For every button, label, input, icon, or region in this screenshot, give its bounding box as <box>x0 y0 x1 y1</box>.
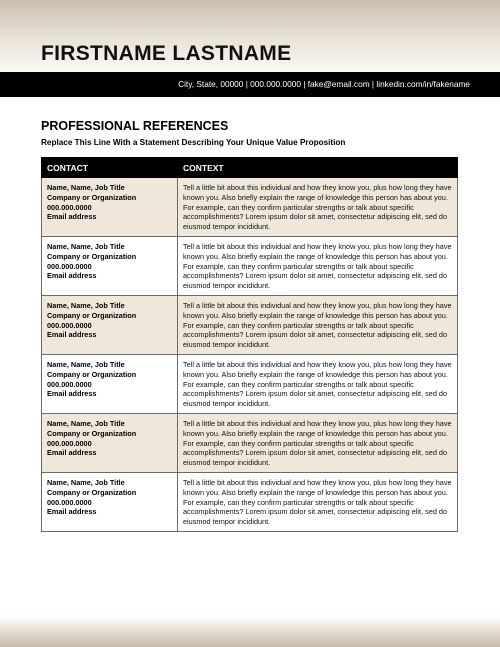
contact-info: City, State, 00000 | 000.000.0000 | fake@email.com | linkedin.com/in/fakename <box>178 79 470 89</box>
context-text: Tell a little bit about this individual and how they know you, plus how long they have known you. Also briefly explain the range of knowledge this person has about you. For example, can they confirm particular strengths or talk about specific accomplishments? Lorem ipsum dolor sit amet, consectetur adipiscing elit, sed do eiusmod tempor incididunt. <box>183 360 452 409</box>
contact-detail: Company or Organization <box>47 251 137 261</box>
contact-detail: Name, Name, Job Title <box>47 301 125 310</box>
contact-detail: 000.000.0000 <box>47 202 92 212</box>
candidate-name: FIRSTNAME LASTNAME <box>41 42 292 65</box>
contact-cell <box>42 237 178 296</box>
references-table <box>41 157 458 532</box>
contact-detail: 000.000.0000 <box>47 261 92 271</box>
table-row <box>42 237 458 296</box>
table-row <box>42 296 458 355</box>
context-column-header: CONTEXT <box>178 158 458 178</box>
context-cell <box>178 414 458 473</box>
contact-detail: Email address <box>47 330 97 340</box>
contact-cell <box>42 473 178 532</box>
contact-detail: Name, Name, Job Title <box>47 478 125 487</box>
contact-detail: Name, Name, Job Title <box>47 242 125 251</box>
table-row <box>42 414 458 473</box>
context-cell <box>178 296 458 355</box>
contact-detail: Company or Organization <box>47 369 137 379</box>
value-proposition: Replace This Line With a Statement Describing Your Unique Value Proposition <box>41 138 346 147</box>
contact-bar <box>0 72 500 97</box>
section-title: PROFESSIONAL REFERENCES <box>41 119 229 133</box>
table-row <box>42 473 458 532</box>
contact-column-header: CONTACT <box>42 158 178 178</box>
contact-cell <box>42 355 178 414</box>
footer-gradient-band <box>0 617 500 647</box>
context-cell <box>178 473 458 532</box>
contact-detail: Email address <box>47 448 97 458</box>
contact-detail: Company or Organization <box>47 487 137 497</box>
contact-cell <box>42 414 178 473</box>
contact-detail: Name, Name, Job Title <box>47 419 125 428</box>
contact-cell <box>42 178 178 237</box>
context-text: Tell a little bit about this individual and how they know you, plus how long they have known you. Also briefly explain the range of knowledge this person has about you. For example, can they confirm particular strengths or talk about specific accomplishments? Lorem ipsum dolor sit amet, consectetur adipiscing elit, sed do eiusmod tempor incididunt. <box>183 242 452 291</box>
table-row <box>42 178 458 237</box>
contact-detail: 000.000.0000 <box>47 438 92 448</box>
contact-detail: Company or Organization <box>47 310 137 320</box>
contact-cell <box>42 296 178 355</box>
contact-detail: Email address <box>47 507 97 517</box>
context-cell <box>178 237 458 296</box>
context-text: Tell a little bit about this individual and how they know you, plus how long they have known you. Also briefly explain the range of knowledge this person has about you. For example, can they confirm particular strengths or talk about specific accomplishments? Lorem ipsum dolor sit amet, consectetur adipiscing elit, sed do eiusmod tempor incididunt. <box>183 478 452 527</box>
contact-detail: 000.000.0000 <box>47 320 92 330</box>
contact-detail: Company or Organization <box>47 428 137 438</box>
contact-detail: Company or Organization <box>47 192 137 202</box>
contact-detail: 000.000.0000 <box>47 379 92 389</box>
contact-detail: Email address <box>47 389 97 399</box>
contact-detail: 000.000.0000 <box>47 497 92 507</box>
context-text: Tell a little bit about this individual and how they know you, plus how long they have known you. Also briefly explain the range of knowledge this person has about you. For example, can they confirm particular strengths or talk about specific accomplishments? Lorem ipsum dolor sit amet, consectetur adipiscing elit, sed do eiusmod tempor incididunt. <box>183 183 452 232</box>
contact-detail: Name, Name, Job Title <box>47 183 125 192</box>
contact-detail: Email address <box>47 271 97 281</box>
context-cell <box>178 178 458 237</box>
context-text: Tell a little bit about this individual and how they know you, plus how long they have known you. Also briefly explain the range of knowledge this person has about you. For example, can they confirm particular strengths or talk about specific accomplishments? Lorem ipsum dolor sit amet, consectetur adipiscing elit, sed do eiusmod tempor incididunt. <box>183 419 452 468</box>
context-cell <box>178 355 458 414</box>
contact-detail: Email address <box>47 212 97 222</box>
table-header-row <box>42 158 458 178</box>
contact-detail: Name, Name, Job Title <box>47 360 125 369</box>
table-row <box>42 355 458 414</box>
context-text: Tell a little bit about this individual and how they know you, plus how long they have known you. Also briefly explain the range of knowledge this person has about you. For example, can they confirm particular strengths or talk about specific accomplishments? Lorem ipsum dolor sit amet, consectetur adipiscing elit, sed do eiusmod tempor incididunt. <box>183 301 452 350</box>
